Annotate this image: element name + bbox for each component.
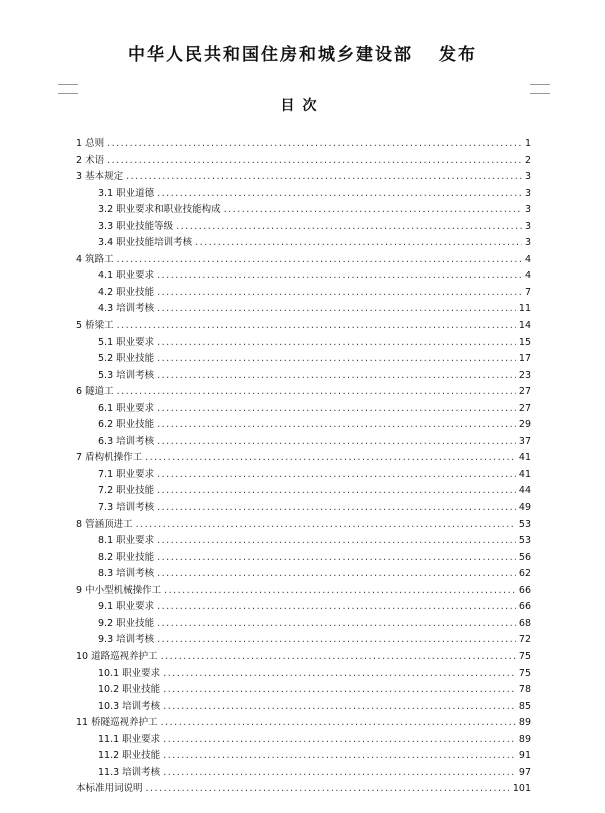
toc-entry[interactable] (76, 169, 531, 186)
toc-leader-dots (176, 219, 522, 236)
toc-entry-page: 1 (524, 138, 531, 149)
toc-entry-page: 53 (518, 535, 531, 547)
toc-entry-label: 7.2 职业技能 (98, 485, 155, 497)
toc-entry-page: 72 (518, 634, 531, 646)
toc-entry[interactable] (76, 301, 531, 318)
toc-entry-label: 4.3 培训考核 (98, 303, 155, 315)
toc-entry[interactable] (76, 566, 531, 583)
toc-entry-page: 89 (518, 717, 531, 729)
toc-entry-page: 44 (518, 485, 531, 497)
toc-entry-label: 5.3 培训考核 (98, 369, 155, 381)
toc-entry-label: 3.3 职业技能等级 (98, 220, 174, 232)
toc-entry[interactable] (76, 715, 531, 732)
toc-entry[interactable] (76, 136, 531, 153)
toc-entry-label: 7.1 职业要求 (98, 468, 155, 480)
toc-entry[interactable] (76, 599, 531, 616)
toc-entry-page: 75 (518, 667, 531, 679)
toc-leader-dots (146, 781, 510, 798)
toc-leader-dots (163, 699, 516, 716)
toc-leader-dots (195, 235, 522, 252)
toc-leader-dots (126, 169, 522, 186)
toc-leader-dots (163, 765, 516, 782)
toc-leader-dots (224, 202, 522, 219)
toc-entry-page: 3 (524, 204, 531, 216)
toc-leader-dots (157, 500, 516, 517)
toc-leader-dots (157, 632, 516, 649)
toc-entry-label: 8.3 培训考核 (98, 568, 155, 580)
toc-entry[interactable] (76, 417, 531, 434)
toc-entry[interactable] (76, 219, 531, 236)
toc-entry[interactable] (76, 318, 531, 335)
toc-entry-label: 11.2 职业技能 (98, 750, 161, 762)
toc-entry-label: 10.1 职业要求 (98, 667, 161, 679)
toc-entry-label: 6.1 职业要求 (98, 402, 155, 414)
toc-entry-label: 7.3 培训考核 (98, 502, 155, 514)
toc-entry-label: 6.2 职业技能 (98, 419, 155, 431)
toc-entry[interactable] (76, 335, 531, 352)
toc-entry-label: 8.1 职业要求 (98, 535, 155, 547)
toc-entry-page: 85 (518, 700, 531, 712)
toc-leader-dots (157, 417, 516, 434)
toc-entry-label: 9 中小型机械操作工 (76, 584, 162, 596)
toc-entry[interactable] (76, 384, 531, 401)
toc-entry[interactable] (76, 682, 531, 699)
toc-entry-page: 56 (518, 551, 531, 563)
toc-entry-label: 3.1 职业道德 (98, 187, 155, 199)
toc-leader-dots (157, 533, 516, 550)
toc-entry-label: 9.2 职业技能 (98, 617, 155, 629)
toc-entry-page: 17 (518, 353, 531, 365)
publish-action: 发布 (439, 45, 477, 65)
toc-leader-dots (157, 285, 522, 302)
toc-entry-label: 本标准用词说明 (76, 783, 143, 795)
toc-entry-page: 66 (518, 601, 531, 613)
toc-entry[interactable] (76, 765, 531, 782)
toc-entry-page: 11 (518, 303, 531, 315)
toc-entry-label: 10 道路巡视养护工 (76, 650, 158, 662)
toc-entry-page: 89 (518, 733, 531, 745)
toc-leader-dots (157, 368, 516, 385)
toc-entry-page: 3 (524, 187, 531, 199)
toc-entry[interactable] (76, 186, 531, 203)
toc-entry[interactable] (76, 450, 531, 467)
toc-leader-dots (157, 268, 522, 285)
toc-leader-dots (157, 550, 516, 567)
toc-entry-page: 97 (518, 766, 531, 778)
toc-entry-label: 10.3 培训考核 (98, 700, 161, 712)
toc-leader-dots (157, 467, 516, 484)
toc-entry[interactable] (76, 583, 531, 600)
toc-entry[interactable] (76, 550, 531, 567)
toc-entry[interactable] (76, 268, 531, 285)
toc-entry[interactable] (76, 533, 531, 550)
toc-leader-dots (157, 599, 516, 616)
toc-entry[interactable] (76, 517, 531, 534)
toc-entry-label: 5.2 职业技能 (98, 353, 155, 365)
toc-entry-label: 4.2 职业技能 (98, 286, 155, 298)
toc-entry[interactable] (76, 153, 531, 170)
toc-entry[interactable] (76, 781, 531, 798)
toc-leader-dots (136, 517, 516, 534)
toc-entry[interactable] (76, 235, 531, 252)
toc-entry[interactable] (76, 285, 531, 302)
toc-entry-label: 7 盾构机操作工 (76, 452, 143, 464)
toc-entry-page: 41 (518, 468, 531, 480)
toc-leader-dots (157, 351, 516, 368)
toc-leader-dots (107, 153, 522, 170)
toc-entry-page: 27 (518, 402, 531, 414)
toc-entry[interactable] (76, 467, 531, 484)
toc-leader-dots (117, 384, 516, 401)
toc-entry-page: 53 (518, 518, 531, 530)
toc-entry-page: 66 (518, 584, 531, 596)
toc-entry[interactable] (76, 434, 531, 451)
toc-entry[interactable] (76, 699, 531, 716)
toc-leader-dots (157, 401, 516, 418)
toc-entry-page: 49 (518, 502, 531, 514)
toc-leader-dots (161, 649, 516, 666)
toc-leader-dots (163, 666, 516, 683)
toc-entry-label: 11.1 职业要求 (98, 733, 161, 745)
toc-leader-dots (157, 186, 522, 203)
toc-entry-label: 3.4 职业技能培训考核 (98, 237, 193, 249)
toc-leader-dots (161, 715, 516, 732)
toc-entry-label: 11.3 培训考核 (98, 766, 161, 778)
toc-title: 目次 (280, 98, 325, 114)
toc-leader-dots (164, 583, 516, 600)
toc-leader-dots (157, 335, 516, 352)
toc-entry-label: 1 总则 (76, 138, 105, 149)
table-of-contents (76, 136, 531, 798)
toc-entry-page: 2 (524, 154, 531, 166)
toc-entry-page: 3 (524, 220, 531, 232)
toc-leader-dots (157, 566, 516, 583)
toc-entry-label: 6 隧道工 (76, 386, 114, 398)
toc-entry-label: 6.3 培训考核 (98, 435, 155, 447)
toc-entry[interactable] (76, 632, 531, 649)
toc-entry-label: 5.1 职业要求 (98, 336, 155, 348)
toc-entry-page: 3 (524, 237, 531, 249)
toc-entry-page: 37 (518, 435, 531, 447)
corner-mark-right (530, 84, 550, 94)
toc-entry-label: 4 筑路工 (76, 253, 114, 265)
toc-leader-dots (163, 748, 516, 765)
toc-entry-page: 4 (524, 270, 531, 282)
toc-entry[interactable] (76, 616, 531, 633)
toc-entry[interactable] (76, 202, 531, 219)
publisher-header (0, 40, 605, 65)
toc-entry-label: 3 基本规定 (76, 171, 124, 183)
toc-leader-dots (157, 616, 516, 633)
toc-entry-label: 9.3 培训考核 (98, 634, 155, 646)
toc-entry-label: 8 管涵顶进工 (76, 518, 133, 530)
toc-entry[interactable] (76, 666, 531, 683)
toc-leader-dots (117, 252, 522, 269)
toc-entry-label: 2 术语 (76, 154, 105, 166)
toc-entry-page: 3 (524, 171, 531, 183)
toc-entry-page: 41 (518, 452, 531, 464)
toc-entry-label: 9.1 职业要求 (98, 601, 155, 613)
toc-entry-page: 7 (524, 286, 531, 298)
publisher-name: 中华人民共和国住房和城乡建设部 (128, 45, 413, 65)
toc-entry-label: 3.2 职业要求和职业技能构成 (98, 204, 221, 216)
toc-entry-label: 5 桥梁工 (76, 320, 114, 332)
toc-entry[interactable] (76, 649, 531, 666)
toc-entry-page: 91 (518, 750, 531, 762)
toc-entry[interactable] (76, 351, 531, 368)
toc-leader-dots (157, 301, 516, 318)
toc-entry-page: 15 (518, 336, 531, 348)
toc-leader-dots (163, 732, 516, 749)
toc-entry-page: 23 (518, 369, 531, 381)
toc-entry-label: 4.1 职业要求 (98, 270, 155, 282)
toc-entry[interactable] (76, 732, 531, 749)
toc-leader-dots (145, 450, 516, 467)
toc-entry[interactable] (76, 401, 531, 418)
toc-entry[interactable] (76, 748, 531, 765)
toc-entry-label: 8.2 职业技能 (98, 551, 155, 563)
toc-entry[interactable] (76, 483, 531, 500)
toc-entry-page: 62 (518, 568, 531, 580)
toc-entry-page: 29 (518, 419, 531, 431)
toc-entry-page: 101 (512, 783, 531, 795)
toc-entry-page: 27 (518, 386, 531, 398)
toc-entry-page: 14 (518, 320, 531, 332)
toc-leader-dots (117, 318, 516, 335)
toc-entry-page: 78 (518, 684, 531, 696)
toc-entry[interactable] (76, 252, 531, 269)
toc-entry[interactable] (76, 500, 531, 517)
corner-mark-left (58, 84, 78, 94)
toc-leader-dots (157, 483, 516, 500)
toc-entry-page: 68 (518, 617, 531, 629)
toc-entry[interactable] (76, 368, 531, 385)
toc-leader-dots (107, 136, 522, 153)
toc-entry-label: 10.2 职业技能 (98, 684, 161, 696)
toc-entry-page: 75 (518, 650, 531, 662)
toc-leader-dots (163, 682, 516, 699)
toc-entry-label: 11 桥隧巡视养护工 (76, 717, 158, 729)
toc-leader-dots (157, 434, 516, 451)
toc-entry-page: 4 (524, 253, 531, 265)
